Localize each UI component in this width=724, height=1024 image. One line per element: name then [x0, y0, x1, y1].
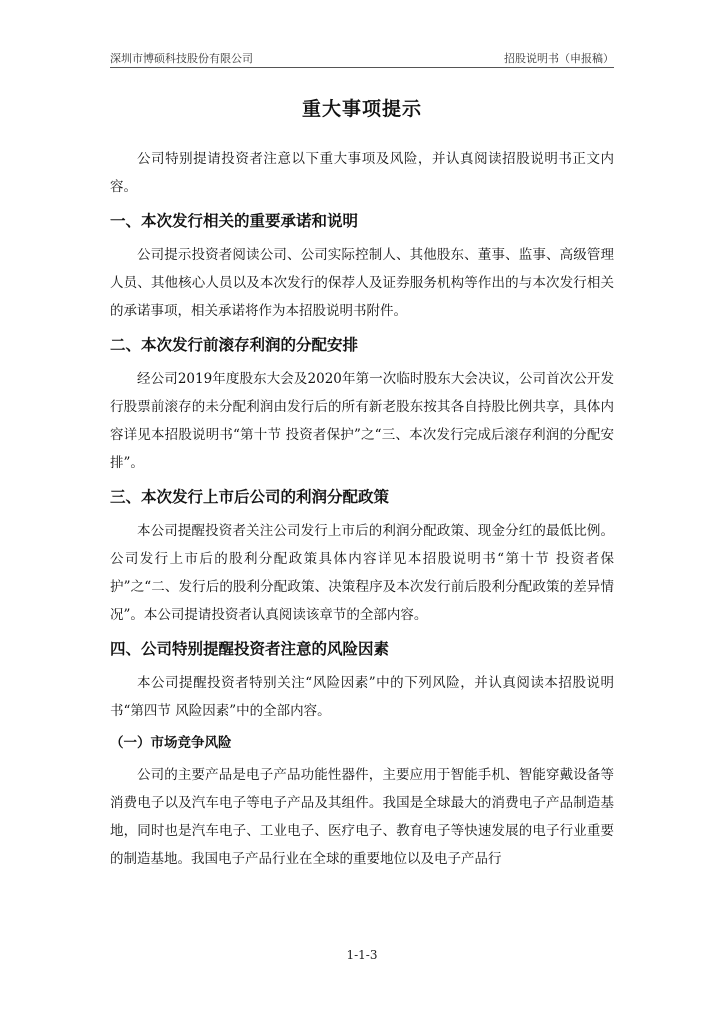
intro-paragraph: 公司特别提请投资者注意以下重大事项及风险，并认真阅读招股说明书正文内容。 [110, 151, 614, 195]
page-header [110, 50, 614, 66]
document-body [110, 145, 614, 873]
header-document-type: 招股说明书（申报稿） [504, 52, 614, 65]
section-1-heading: 一、本次发行相关的重要承诺和说明 [110, 212, 359, 230]
section-3-paragraph: 本公司提醒投资者关注公司发行上市后的利润分配政策、现金分红的最低比例。公司发行上市后的股利分配政策具体内容详见本招股说明书“第十节 投资者保护”之“二、发行后的股利分配政策、决策程序及本次发行前后股利分配政策的差异情况”。本公司提请投资者认真阅读该章节的全部内容。 [110, 523, 614, 623]
subsection-market-risk-heading: （一）市场竞争风险 [110, 735, 232, 751]
page-number: 1-1-3 [346, 948, 378, 962]
header-divider [110, 67, 614, 68]
section-4-paragraph: 本公司提醒投资者特别关注“风险因素”中的下列风险，并认真阅读本招股说明书“第四节 风险因素”中的全部内容。 [110, 675, 614, 719]
subsection-market-risk-paragraph: 公司的主要产品是电子产品功能性器件，主要应用于智能手机、智能穿戴设备等消费电子以及汽车电子等电子产品及其组件。我国是全球最大的消费电子产品制造基地，同时也是汽车电子、工业电子、医疗电子、教育电子等快速发展的电子行业重要的制造基地。我国电子产品行业在全球的重要地位以及电子产品行 [110, 767, 614, 867]
section-1-paragraph: 公司提示投资者阅读公司、公司实际控制人、其他股东、董事、监事、高级管理人员、其他核心人员以及本次发行的保荐人及证券服务机构等作出的与本次发行相关的承诺事项，相关承诺将作为本招股说明书附件。 [110, 247, 614, 319]
page-title: 重大事项提示 [301, 98, 422, 120]
section-2-paragraph: 经公司2019年度股东大会及2020年第一次临时股东大会决议，公司首次公开发行股票前滚存的未分配利润由发行后的所有新老股东按其各自持股比例共享，具体内容详见本招股说明书“第十节 投资者保护”之“三、本次发行完成后滚存利润的分配安排”。 [110, 371, 614, 471]
section-4-heading: 四、公司特别提醒投资者注意的风险因素 [110, 640, 390, 658]
header-company-name: 深圳市博硕科技股份有限公司 [110, 52, 253, 65]
section-2-heading: 二、本次发行前滚存利润的分配安排 [110, 336, 359, 354]
section-3-heading: 三、本次发行上市后公司的利润分配政策 [110, 488, 390, 506]
